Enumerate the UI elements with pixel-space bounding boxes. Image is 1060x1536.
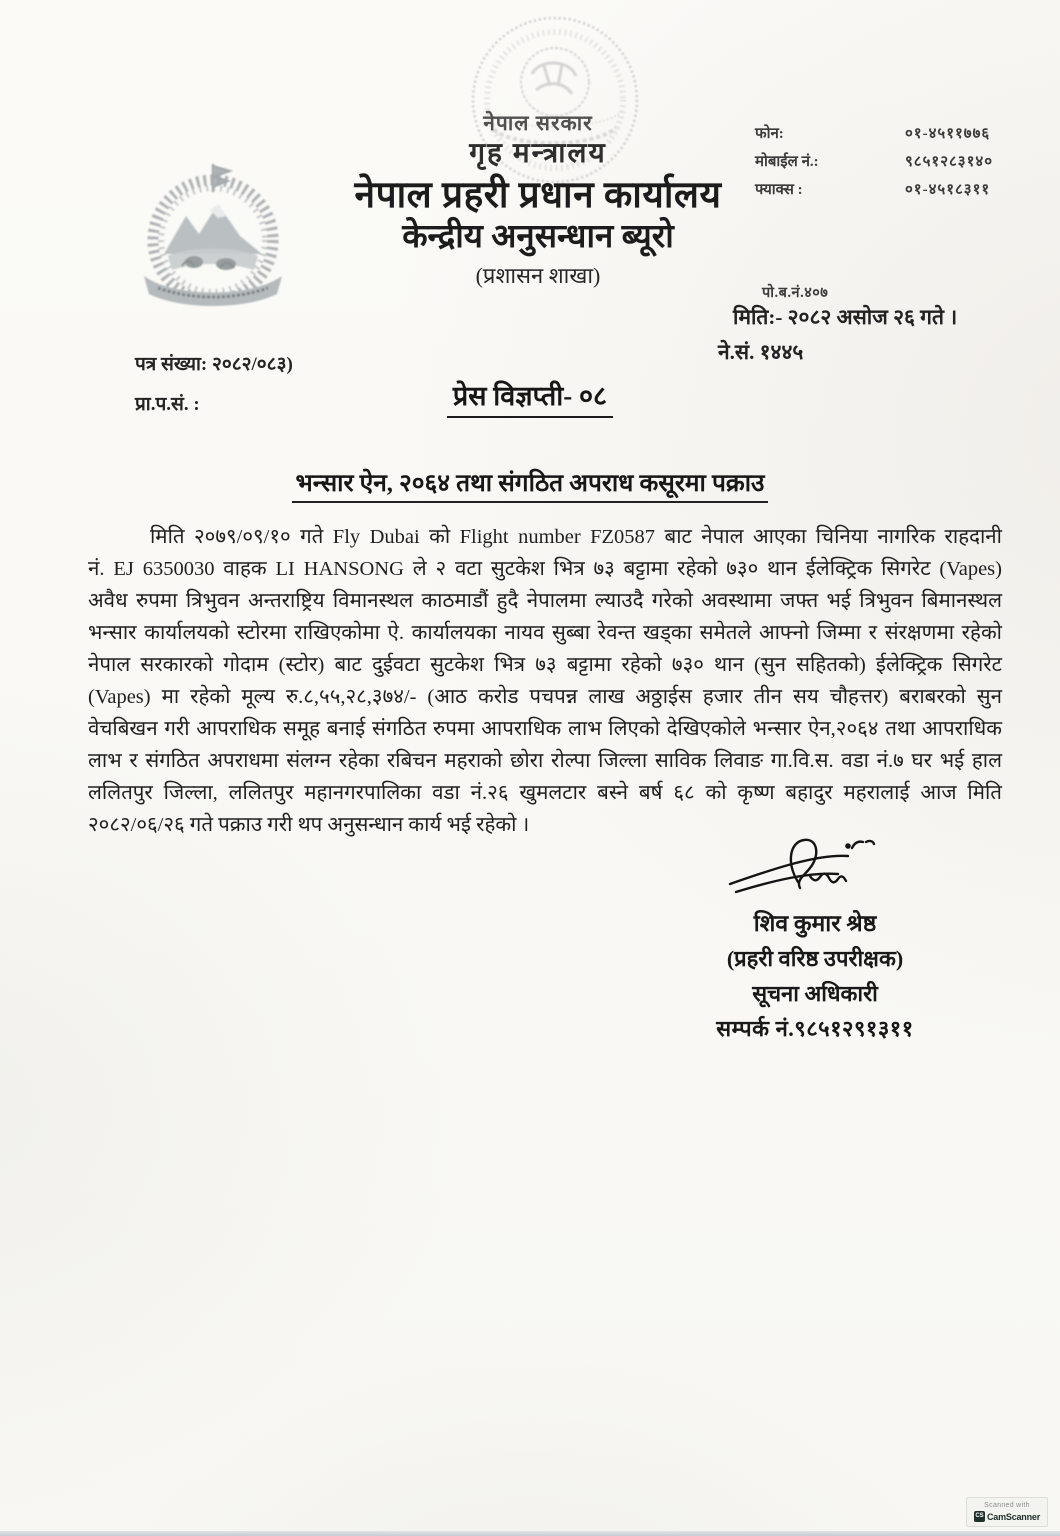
- header-bureau-line: केन्द्रीय अनुसन्धान ब्यूरो: [402, 219, 674, 256]
- header-ministry-line: गृह मन्त्रालय: [469, 137, 607, 169]
- camscanner-icon: CS: [974, 1511, 985, 1522]
- dispatch-number-label: प्रा.प.सं. :: [135, 394, 200, 415]
- nepal-samvat-number: ने.सं. १४४५: [718, 340, 804, 364]
- letter-number: पत्र संख्या: २०८२/०८३): [135, 354, 293, 375]
- header-government-line: नेपाल सरकार: [483, 111, 593, 135]
- signatory-contact: सम्पर्क नं.९८५१२९१३११: [716, 1016, 914, 1041]
- header-branch-line: (प्रशासन शाखा): [475, 263, 601, 289]
- document-date: मिति:- २०८२ असोज २६ गते ।: [733, 305, 958, 329]
- body-line: नं. EJ 6350030 वाहक LI HANSONG ले २ वटा सुटकेश भित्र ७३ बट्टामा रहेको ७३० थान ईलेक्ट्रिक सिगरेट (Vapes): [88, 558, 1002, 580]
- contact-row-phone: [755, 120, 1045, 148]
- body-line: (Vapes) मा रहेको मूल्य रु.८,५५,२८,३७४/- (आठ करोड पचपन्न लाख अठ्ठाईस हजार तीन सय चौहत्तर) बराबरको सुन: [88, 686, 1002, 708]
- signatory-role: सूचना अधिकारी: [752, 981, 878, 1006]
- phone-label: फोन:: [755, 126, 784, 142]
- mobile-value: ९८५१२८३१४०: [905, 154, 994, 170]
- contact-block: [755, 120, 1045, 204]
- camscanner-label: CamScanner: [986, 1511, 1041, 1522]
- body-line: नेपाल सरकारको गोदाम (स्टोर) बाट दुईवटा सुटकेश भित्र ७३ बट्टामा रहेको ७३० थान (सुन सहितको) ईलेक्ट्रिक सिगरेट: [88, 654, 1002, 676]
- press-release-title: प्रेस विज्ञप्ती- ०८: [0, 376, 1060, 418]
- contact-row-mobile: [755, 148, 1045, 176]
- phone-value: ०१-४५११७७६: [905, 126, 991, 142]
- body-line: ललितपुर जिल्ला, ललितपुर महानगरपालिका वडा नं.२६ खुमलटार बस्ने बर्ष ६८ को कृष्ण बहादुर महरालाई आज मिति: [88, 782, 1002, 804]
- body-line: वेचबिखन गरी आपराधिक समूह बनाई संगठित रुपमा आपराधिक लाभ लिएको देखिएकोले भन्सार ऐन,२०६४ तथा आपराधिक: [88, 718, 1002, 740]
- camscanner-badge: [966, 1497, 1048, 1527]
- scan-edge-strip: [0, 1531, 1060, 1536]
- body-line: अवैध रुपमा त्रिभुवन अन्तराष्ट्रिय विमानस्थल काठमाडौं हुदै नेपालमा ल्याउदै गरेको अवस्थामा जफ्त भई त्रिभुवन बिमानस्थल: [88, 590, 1002, 612]
- fax-label: फ्याक्स :: [755, 182, 803, 198]
- signatory-rank: (प्रहरी वरिष्ठ उपरीक्षक): [726, 946, 904, 971]
- signatory-name: शिव कुमार श्रेष्ठ: [753, 911, 877, 936]
- body-heading: भन्सार ऐन, २०६४ तथा संगठित अपराध कसूरमा पक्राउ: [0, 466, 1060, 503]
- body-line: भन्सार कार्यालयको स्टोरमा राखिएकोमा ऐ. कार्यालयका नायव सुब्बा रेवन्त खड्का समेतले आफ्नो जिम्मा र संरक्षणमा रहेको: [88, 622, 1002, 644]
- body-line: मिति २०७९/०९/१० गते Fly Dubai को Flight number FZ0587 बाट नेपाल आएका चिनिया नागरिक राहदानी: [150, 526, 1002, 548]
- body-paragraph: [88, 521, 1002, 841]
- post-box-number: पो.ब.नं.४०७: [762, 285, 829, 301]
- fax-value: ०१-४५१८३११: [905, 182, 991, 198]
- scanned-with-label: Scanned with: [984, 1502, 1030, 1509]
- body-line: लाभ र संगठित अपराधमा संलग्न रहेका रबिचन महराको छोरा रोल्पा जिल्ला साविक लिवाङ गा.वि.स. वडा नं.७ घर भई हाल: [88, 750, 1002, 772]
- header-office-line: नेपाल प्रहरी प्रधान कार्यालय: [354, 174, 722, 216]
- contact-row-fax: [755, 176, 1045, 204]
- signature-block: [650, 832, 980, 1046]
- body-line: २०८२/०६/२६ गते पक्राउ गरी थप अनुसन्धान कार्य भई रहेको ।: [88, 814, 530, 836]
- mobile-label: मोबाईल नं.:: [755, 154, 819, 170]
- letterhead: [238, 112, 838, 289]
- signature-scribble: [720, 832, 910, 904]
